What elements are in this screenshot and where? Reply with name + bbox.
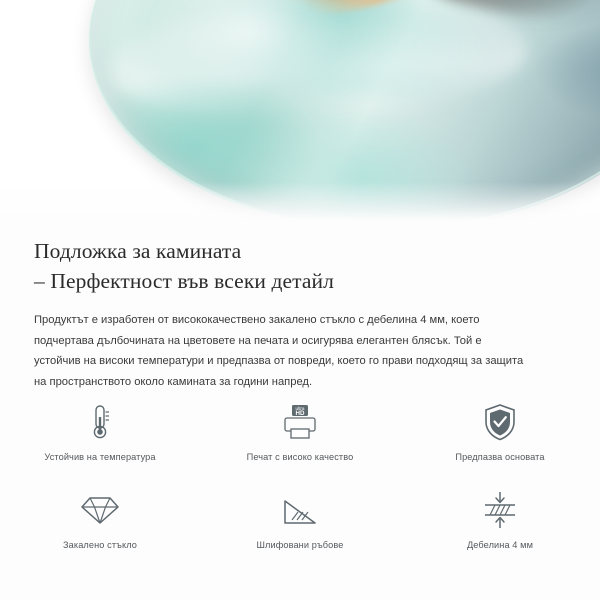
diamond-icon [80, 488, 120, 532]
description-paragraph: Продуктът е изработен от висококачествено закалено стъкло с дебелина 4 мм, което подчертава дълбочината на цветовете на печата и осигурява елегантен блясък. Той е устойчив на високи температури и предпазва от повреди, което го прави подходящ за защита на пространството около камината за години напред. [34, 314, 524, 388]
feature-print-quality [200, 400, 400, 462]
feature-label: Шлифовани ръбове [256, 540, 344, 550]
feature-label: Дебелина 4 мм [466, 540, 533, 550]
feature-thickness [400, 488, 600, 550]
svg-text:HD: HD [295, 410, 305, 418]
page-title [0, 228, 600, 296]
feature-tempered-glass [0, 488, 200, 550]
title-line-1: Подложка за камината [34, 239, 242, 263]
feature-protects-base [400, 400, 600, 462]
title-line-2: – Перфектност във всеки детайл [34, 269, 334, 293]
feature-label: Предпазва основата [455, 452, 545, 462]
feature-grid [0, 400, 600, 550]
feature-label: Закалено стъкло [63, 540, 137, 550]
thickness-arrows-icon [481, 488, 519, 532]
text-content [0, 228, 600, 392]
hero-fade-overlay [0, 182, 600, 228]
feature-polished-edges [200, 488, 400, 550]
shield-check-icon [483, 400, 517, 444]
thermometer-icon [85, 400, 115, 444]
feature-label: Устойчив на температура [44, 452, 156, 462]
polished-edges-icon [281, 488, 319, 532]
svg-text:ultra: ultra [295, 406, 305, 412]
feature-label: Печат с високо качество [246, 452, 354, 462]
ultra-hd-print-icon [280, 400, 320, 444]
feature-temperature [0, 400, 200, 462]
hero-image [0, 0, 600, 228]
